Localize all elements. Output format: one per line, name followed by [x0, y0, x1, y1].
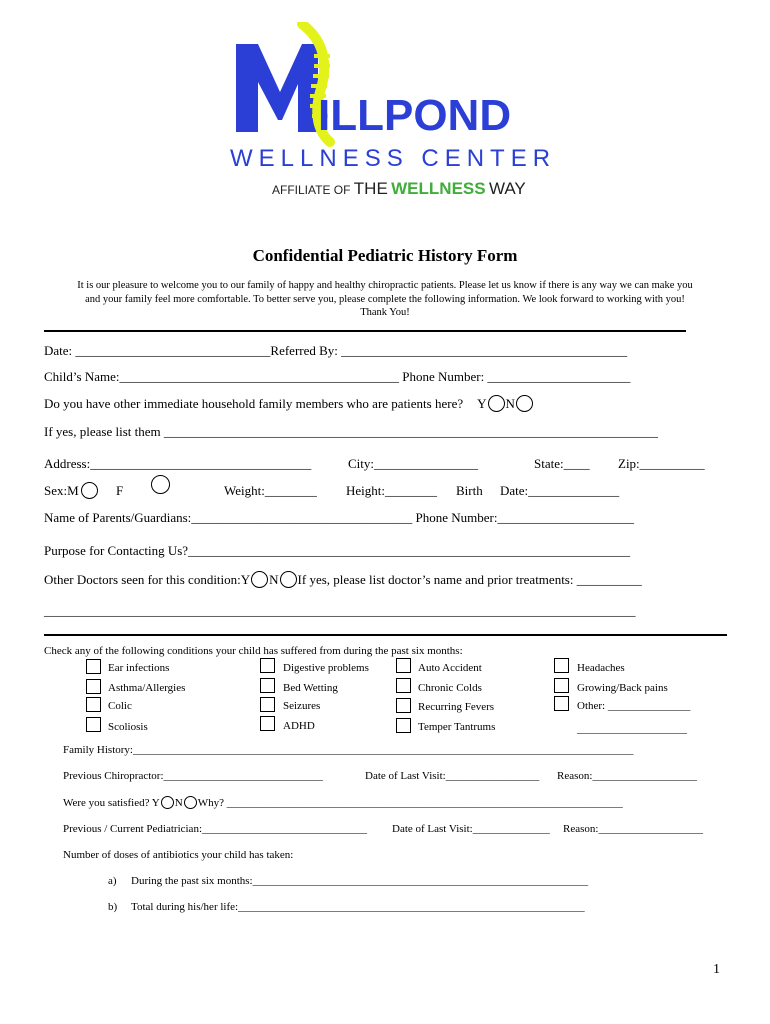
intro-line-3: Thank You!: [360, 307, 410, 318]
household-list-field[interactable]: If yes, please list them ____________________________________________________________________________: [44, 424, 658, 439]
intro-line-1: It is our pleasure to welcome you to our family of happy and healthy chiropractic patients. Please let us know if there is any way we can make you: [77, 280, 693, 291]
parents-field[interactable]: Name of Parents/Guardians:__________________________________ Phone Number:_____________________: [44, 510, 635, 525]
weight-field[interactable]: Weight:________: [224, 483, 317, 498]
intro-line-2: and your family feel more comfortable. To better serve you, please complete the following information. We look forward to working with you!: [85, 293, 685, 305]
satisfied-why-field[interactable]: Why? ________________________________________________________________________: [197, 797, 623, 810]
address-field[interactable]: Address:__________________________________: [44, 456, 312, 471]
birth-label: Birth: [456, 483, 483, 498]
chiro-reason-field[interactable]: Reason:___________________: [557, 770, 697, 782]
satisfied-no-label: N: [174, 797, 183, 810]
condition-asthma-allergies: Asthma/Allergies: [108, 682, 186, 694]
checkbox-other[interactable]: [554, 696, 569, 711]
condition-headaches: Headaches: [577, 662, 625, 674]
sex-female-radio[interactable]: [151, 475, 170, 494]
antibiotics-a-label: a): [108, 875, 117, 887]
antibiotics-b-label: b): [108, 901, 118, 913]
checkbox-ear-infections[interactable]: [86, 659, 101, 674]
birth-date-field[interactable]: Date:______________: [500, 483, 620, 498]
checkbox-digestive-problems[interactable]: [260, 658, 275, 673]
previous-pediatrician-field[interactable]: Previous / Current Pediatrician:______________________________: [63, 823, 367, 835]
zip-field[interactable]: Zip:__________: [618, 456, 705, 471]
satisfied-label: Were you satisfied? Y: [63, 797, 160, 810]
condition-temper-tantrums: Temper Tantrums: [418, 721, 496, 733]
checkbox-auto-accident[interactable]: [396, 658, 411, 673]
checkbox-recurring-fevers[interactable]: [396, 698, 411, 713]
logo-affiliate-way: WAY: [488, 179, 526, 198]
checkbox-asthma-allergies[interactable]: [86, 679, 101, 694]
condition-digestive-problems: Digestive problems: [283, 662, 369, 674]
page-number: 1: [713, 962, 720, 977]
sex-male-label: Sex:M: [44, 483, 79, 498]
condition-seizures: Seizures: [283, 700, 321, 712]
other-doctors-no-radio[interactable]: [280, 571, 297, 588]
chiro-last-visit-field[interactable]: Date of Last Visit:_________________: [365, 770, 540, 782]
checkbox-adhd[interactable]: [260, 716, 275, 731]
condition-scoliosis: Scoliosis: [108, 721, 148, 733]
checkbox-temper-tantrums[interactable]: [396, 718, 411, 733]
child-name-field[interactable]: Child’s Name:___________________________________________ Phone Number: ______________________: [44, 369, 631, 384]
purpose-field[interactable]: Purpose for Contacting Us?____________________________________________________________________: [44, 543, 631, 558]
header-divider: [44, 330, 686, 332]
condition-other-field[interactable]: Other: _______________: [577, 700, 691, 712]
form-title: Confidential Pediatric History Form: [252, 246, 518, 265]
condition-growing-back-pains: Growing/Back pains: [577, 682, 668, 694]
pediatrician-last-visit-field[interactable]: Date of Last Visit:______________: [392, 823, 550, 835]
svg-text:AFFILIATE OF THE WELLN: [272, 179, 526, 198]
antibiotics-six-months-field[interactable]: During the past six months:_____________________________________________________________: [131, 875, 589, 887]
checkbox-growing-back-pains[interactable]: [554, 678, 569, 693]
logo-affiliate-wellness: WELLNESS: [391, 179, 486, 198]
antibiotics-question: Number of doses of antibiotics your child has taken:: [63, 849, 294, 861]
logo-affiliate-the: THE: [353, 179, 388, 198]
condition-bed-wetting: Bed Wetting: [283, 682, 338, 694]
satisfied-no-radio[interactable]: [184, 796, 197, 809]
other-doctors-label: Other Doctors seen for this condition:Y: [44, 572, 251, 587]
millpond-logo: [228, 22, 573, 202]
previous-chiropractor-field[interactable]: Previous Chiropractor:_____________________________: [63, 770, 324, 782]
condition-colic: Colic: [108, 700, 132, 712]
logo-affiliate-prefix: AFFILIATE OF: [272, 183, 351, 197]
family-history-field[interactable]: Family History:___________________________________________________________________________________________: [63, 744, 634, 756]
other-doctors-list-field[interactable]: If yes, please list doctor’s name and prior treatments: __________: [297, 572, 642, 587]
conditions-heading: Check any of the following conditions your child has suffered from during the past six months:: [44, 645, 463, 657]
satisfied-yes-radio[interactable]: [161, 796, 174, 809]
height-field[interactable]: Height:________: [346, 483, 437, 498]
condition-ear-infections: Ear infections: [108, 662, 170, 674]
other-doctors-row: [44, 572, 642, 590]
checkbox-bed-wetting[interactable]: [260, 678, 275, 693]
other-doctors-no-label: N: [269, 572, 279, 587]
condition-recurring-fevers: Recurring Fevers: [418, 701, 495, 713]
household-yes-label: Y: [477, 396, 487, 411]
antibiotics-lifetime-field[interactable]: Total during his/her life:_______________________________________________________________: [131, 901, 585, 913]
checkbox-headaches[interactable]: [554, 658, 569, 673]
section-divider: [44, 634, 727, 636]
checkbox-seizures[interactable]: [260, 697, 275, 712]
household-no-radio[interactable]: [516, 395, 533, 412]
other-doctors-yes-radio[interactable]: [251, 571, 268, 588]
logo-name: ILLPOND: [318, 91, 512, 140]
city-field[interactable]: City:________________: [348, 456, 479, 471]
checkbox-scoliosis[interactable]: [86, 717, 101, 732]
pediatrician-reason-field[interactable]: Reason:___________________: [563, 823, 703, 835]
household-yes-radio[interactable]: [488, 395, 505, 412]
sex-female-label: F: [116, 483, 124, 498]
date-referred-field[interactable]: Date: ______________________________Referred By: ____________________________________________: [44, 343, 628, 358]
state-field[interactable]: State:____: [534, 456, 590, 471]
condition-adhd: ADHD: [283, 720, 315, 732]
household-question: Do you have other immediate household family members who are patients here?: [44, 396, 464, 411]
condition-other-extra-line[interactable]: ____________________: [577, 723, 687, 735]
household-question-row: [44, 396, 534, 414]
household-no-label: N: [505, 396, 515, 411]
logo-subtitle: WELLNESS CENTER: [230, 145, 557, 172]
condition-auto-accident: Auto Accident: [418, 662, 482, 674]
satisfied-row: [63, 797, 623, 810]
sex-male-radio[interactable]: [81, 482, 98, 499]
condition-chronic-colds: Chronic Colds: [418, 682, 482, 694]
checkbox-chronic-colds[interactable]: [396, 678, 411, 693]
intro-text: [30, 279, 740, 320]
checkbox-colic[interactable]: [86, 697, 101, 712]
sex-row: [44, 483, 99, 501]
other-doctors-extra-line[interactable]: ___________________________________________________________________________________________: [44, 603, 636, 618]
